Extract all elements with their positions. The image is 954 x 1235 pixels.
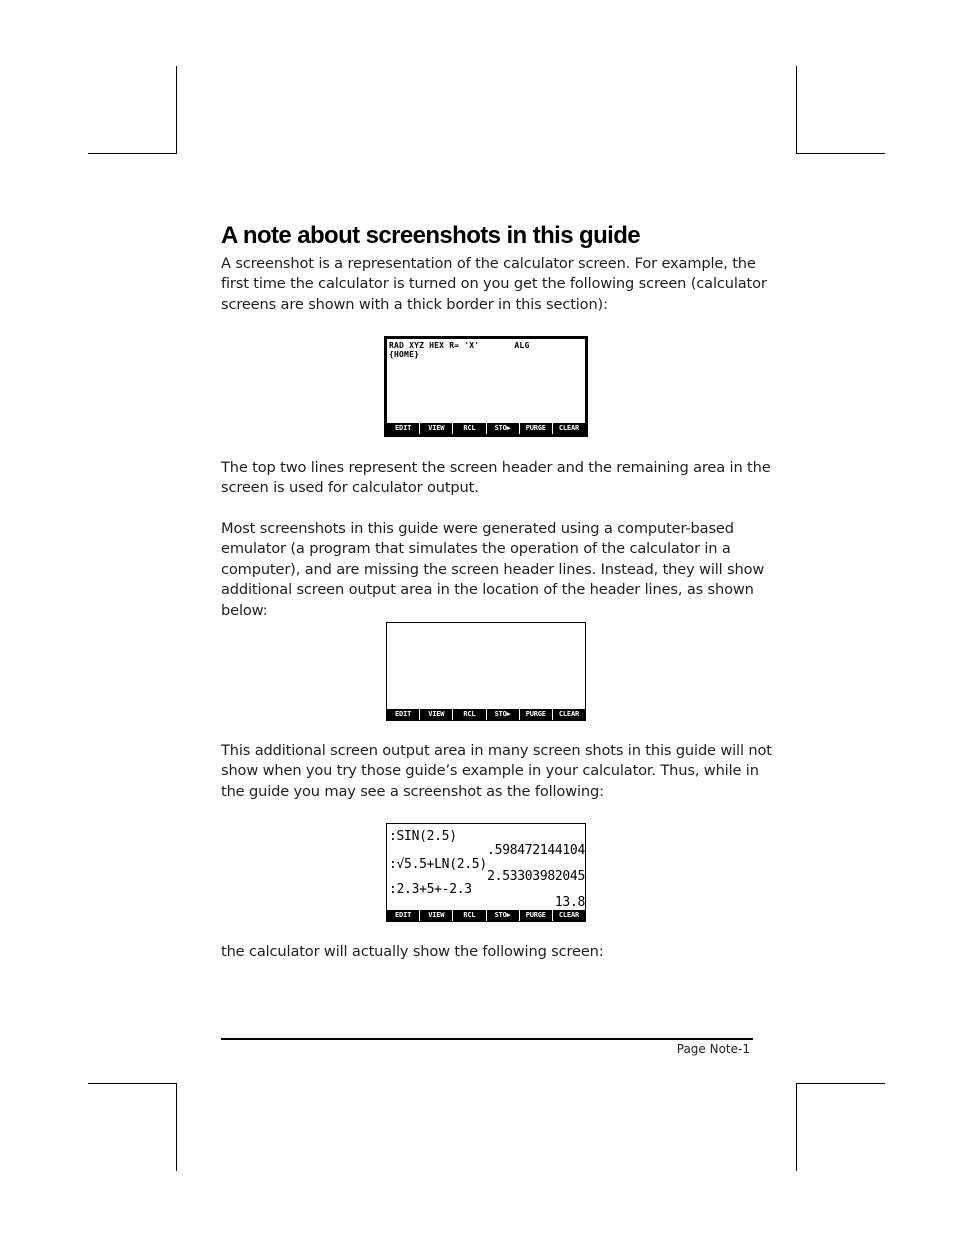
- menu-key-edit: EDIT: [387, 423, 419, 434]
- calculator-screen-emulator-empty: [386, 622, 586, 721]
- text-line: The top two lines represent the screen header and the remaining area in the: [221, 459, 771, 476]
- text-line: This additional screen output area in many screen shots in this guide will not: [221, 742, 772, 759]
- crop-mark-top-right-vertical: [796, 66, 797, 154]
- text-line: show when you try those guide’s example in your calculator. Thus, while in: [221, 762, 759, 780]
- text-line: additional screen output area in the location of the header lines, as shown: [221, 581, 754, 599]
- menu-key-sto: STO▶: [487, 709, 519, 720]
- paragraph-intro: [221, 254, 767, 315]
- text-line: emulator (a program that simulates the operation of the calculator in a: [221, 540, 731, 558]
- section-heading: A note about screenshots in this guide: [221, 222, 641, 249]
- screen-header-directory-line: {HOME}: [389, 350, 420, 359]
- crop-mark-bottom-right-vertical: [796, 1083, 797, 1171]
- paragraph-actual-screen: [221, 942, 751, 962]
- screen-entry-line: :√5.5+LN(2.5): [389, 857, 487, 872]
- screen-result-line: 13.8: [554, 895, 585, 910]
- screen-entry-line: :SIN(2.5): [389, 829, 457, 844]
- menu-key-view: VIEW: [420, 423, 452, 434]
- menu-key-edit: EDIT: [387, 709, 419, 720]
- calculator-screen-emulator-example: [386, 823, 586, 922]
- footer-rule: [221, 1038, 753, 1040]
- crop-mark-bottom-right-horizontal: [797, 1083, 885, 1084]
- menu-key-rcl: RCL: [453, 709, 485, 720]
- text-line: screen is used for calculator output.: [221, 479, 479, 497]
- paragraph-emulator: [221, 519, 765, 621]
- paragraph-header-explanation: [221, 458, 771, 499]
- menu-key-view: VIEW: [420, 709, 452, 720]
- menu-key-rcl: RCL: [453, 423, 485, 434]
- soft-menu-bar: [387, 423, 585, 434]
- text-line: the calculator will actually show the following screen:: [221, 943, 604, 960]
- menu-key-sto: STO▶: [487, 910, 519, 921]
- screen-entry-line: :2.3+5+-2.3: [389, 882, 472, 897]
- menu-key-sto: STO▶: [487, 423, 519, 434]
- soft-menu-bar: [387, 910, 585, 921]
- soft-menu-bar: [387, 709, 585, 720]
- text-line: computer), and are missing the screen header lines. Instead, they will show: [221, 560, 765, 578]
- crop-mark-top-left-horizontal: [88, 153, 176, 154]
- crop-mark-bottom-left-vertical: [176, 1083, 177, 1171]
- paragraph-additional-area: [221, 741, 772, 802]
- text-line: first time the calculator is turned on you get the following screen (calculator: [221, 275, 767, 293]
- crop-mark-top-right-horizontal: [797, 153, 885, 154]
- menu-key-clear: CLEAR: [553, 910, 585, 921]
- menu-key-purge: PURGE: [520, 709, 552, 720]
- menu-key-purge: PURGE: [520, 423, 552, 434]
- screen-header-status-line: RAD XYZ HEX R= 'X' ALG: [389, 341, 530, 350]
- page-number: Page Note-1: [676, 1042, 750, 1056]
- screen-result-line: 2.53303982045: [487, 869, 585, 884]
- menu-key-clear: CLEAR: [553, 423, 585, 434]
- crop-mark-top-left-vertical: [176, 66, 177, 154]
- text-line: screens are shown with a thick border in this section):: [221, 295, 608, 313]
- crop-mark-bottom-left-horizontal: [88, 1083, 176, 1084]
- calculator-screen-with-header: [384, 336, 588, 437]
- menu-key-edit: EDIT: [387, 910, 419, 921]
- text-line: A screenshot is a representation of the calculator screen. For example, the: [221, 255, 756, 272]
- text-line: the guide you may see a screenshot as the following:: [221, 782, 604, 800]
- screen-result-line: .598472144104: [487, 843, 585, 858]
- menu-key-rcl: RCL: [453, 910, 485, 921]
- menu-key-purge: PURGE: [520, 910, 552, 921]
- text-line: Most screenshots in this guide were generated using a computer-based: [221, 520, 734, 537]
- text-line: below:: [221, 601, 268, 619]
- menu-key-clear: CLEAR: [553, 709, 585, 720]
- menu-key-view: VIEW: [420, 910, 452, 921]
